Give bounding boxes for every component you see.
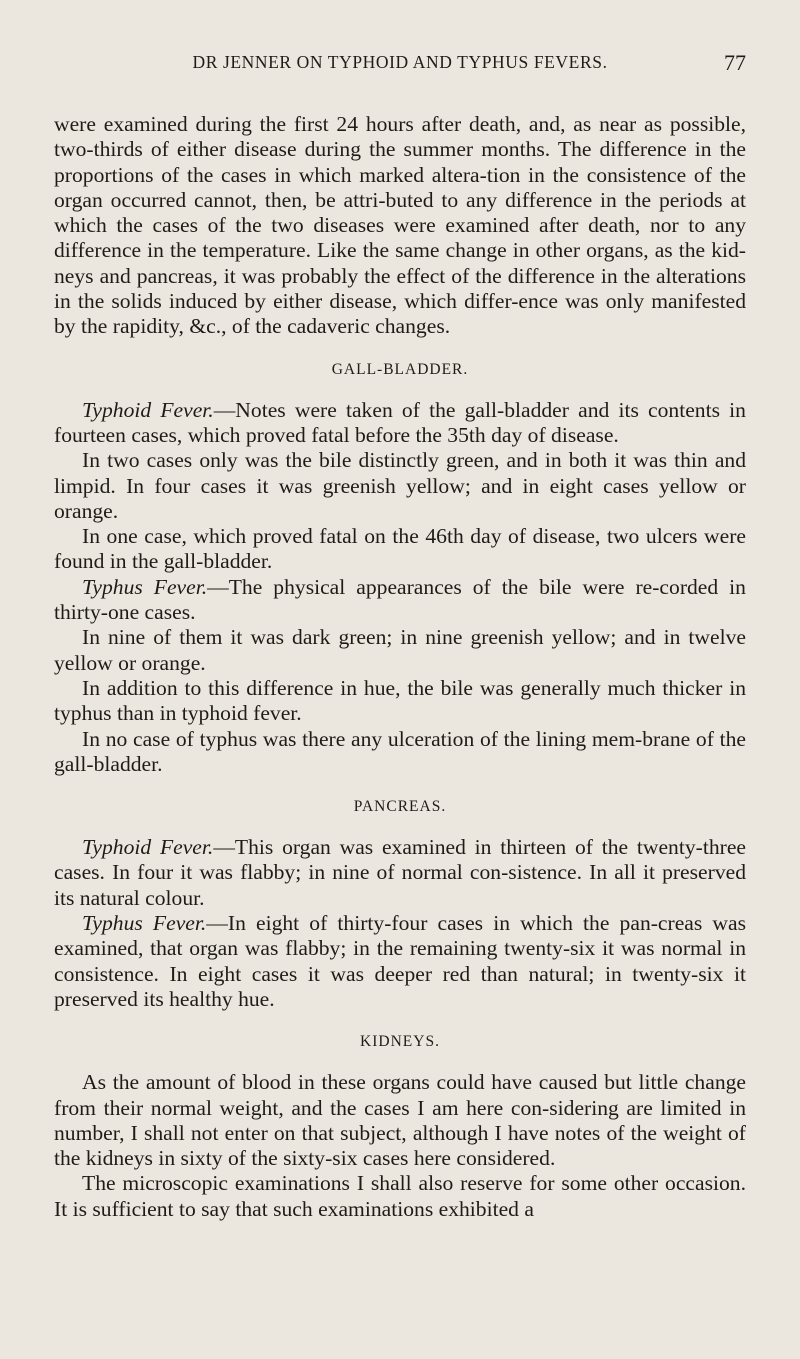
paragraph-text: —In eight of thirty-four cases in which the pan-creas was examined, that organ was flabby; in the remaining twenty-six it was normal in consistence. In eight cases it was deeper red than natural; in twenty-six it preserved its healthy hue. <box>54 911 746 1011</box>
paragraph-text: —Notes were taken of the gall-bladder and its contents in fourteen cases, which proved fatal before the 35th day of disease. <box>54 397 746 447</box>
paragraph: In addition to this difference in hue, the bile was generally much thicker in typhus than in typhoid fever. <box>54 675 746 726</box>
body-text <box>54 112 746 1222</box>
paragraph: In nine of them it was dark green; in nine greenish yellow; and in twelve yellow or orange. <box>54 625 746 675</box>
pancreas-typhoid-paragraph <box>54 835 746 911</box>
paragraph: In no case of typhus was there any ulceration of the lining mem-brane of the gall-bladder. <box>54 726 746 776</box>
gall-bladder-typhoid-paragraph <box>54 398 746 449</box>
paragraph: As the amount of blood in these organs could have caused but little change from their normal weight, and the cases I am here con-sidering are limited in number, I shall not enter on that subject, although I have notes of the weight of the kidneys in sixty of the sixty-six cases here considered. <box>54 1070 746 1171</box>
typhus-fever-label: Typhus Fever. <box>82 574 208 599</box>
gall-bladder-typhus-paragraph <box>54 575 746 626</box>
typhoid-fever-label: Typhoid Fever. <box>82 397 214 422</box>
paragraph-text: —The physical appearances of the bile were re-corded in thirty-one cases. <box>54 574 746 625</box>
running-head <box>54 0 746 94</box>
typhus-fever-label: Typhus Fever. <box>82 911 207 936</box>
paragraph-text: —This organ was examined in thirteen of the twenty-three cases. In four it was flabby; in nine of normal con-sistence. In all it preserved its natural colour. <box>54 835 747 910</box>
section-heading-kidneys: KIDNEYS. <box>360 1033 440 1051</box>
paragraph: In two cases only was the bile distinctly green, and in both it was thin and limpid. In four cases it was greenish yellow; and in eight cases yellow or orange. <box>54 448 746 523</box>
paragraph: In one case, which proved fatal on the 46th day of disease, two ulcers were found in the gall-bladder. <box>54 524 746 574</box>
section-heading-pancreas: PANCREAS. <box>353 798 447 816</box>
paragraph: The microscopic examinations I shall also reserve for some other occasion. It is sufficient to say that such examinations exhibited a <box>54 1171 746 1221</box>
intro-paragraph: were examined during the first 24 hours after death, and, as near as possible, two-thirds of either disease during the summer months. The difference in the proportions of the cases in which marked altera-tion in the consistence of the organ occurred cannot, then, be attri-buted to any difference in the periods at which the cases of the two diseases were examined after death, nor to any difference in the temperature. Like the same change in other organs, as the kid-neys and pancreas, it was probably the effect of the difference in the alterations in the solids induced by either disease, which differ-ence was only manifested by the rapidity, &c., of the cadaveric changes. <box>54 112 746 339</box>
section-gall-bladder <box>54 360 746 777</box>
typhoid-fever-label: Typhoid Fever. <box>82 835 214 860</box>
running-title: DR JENNER ON TYPHOID AND TYPHUS FEVERS. <box>192 52 608 72</box>
section-pancreas <box>54 797 746 1012</box>
section-kidneys <box>54 1032 746 1222</box>
page-number: 77 <box>724 50 746 75</box>
section-heading-gall-bladder: GALL-BLADDER. <box>331 360 469 378</box>
pancreas-typhus-paragraph <box>54 911 746 1012</box>
